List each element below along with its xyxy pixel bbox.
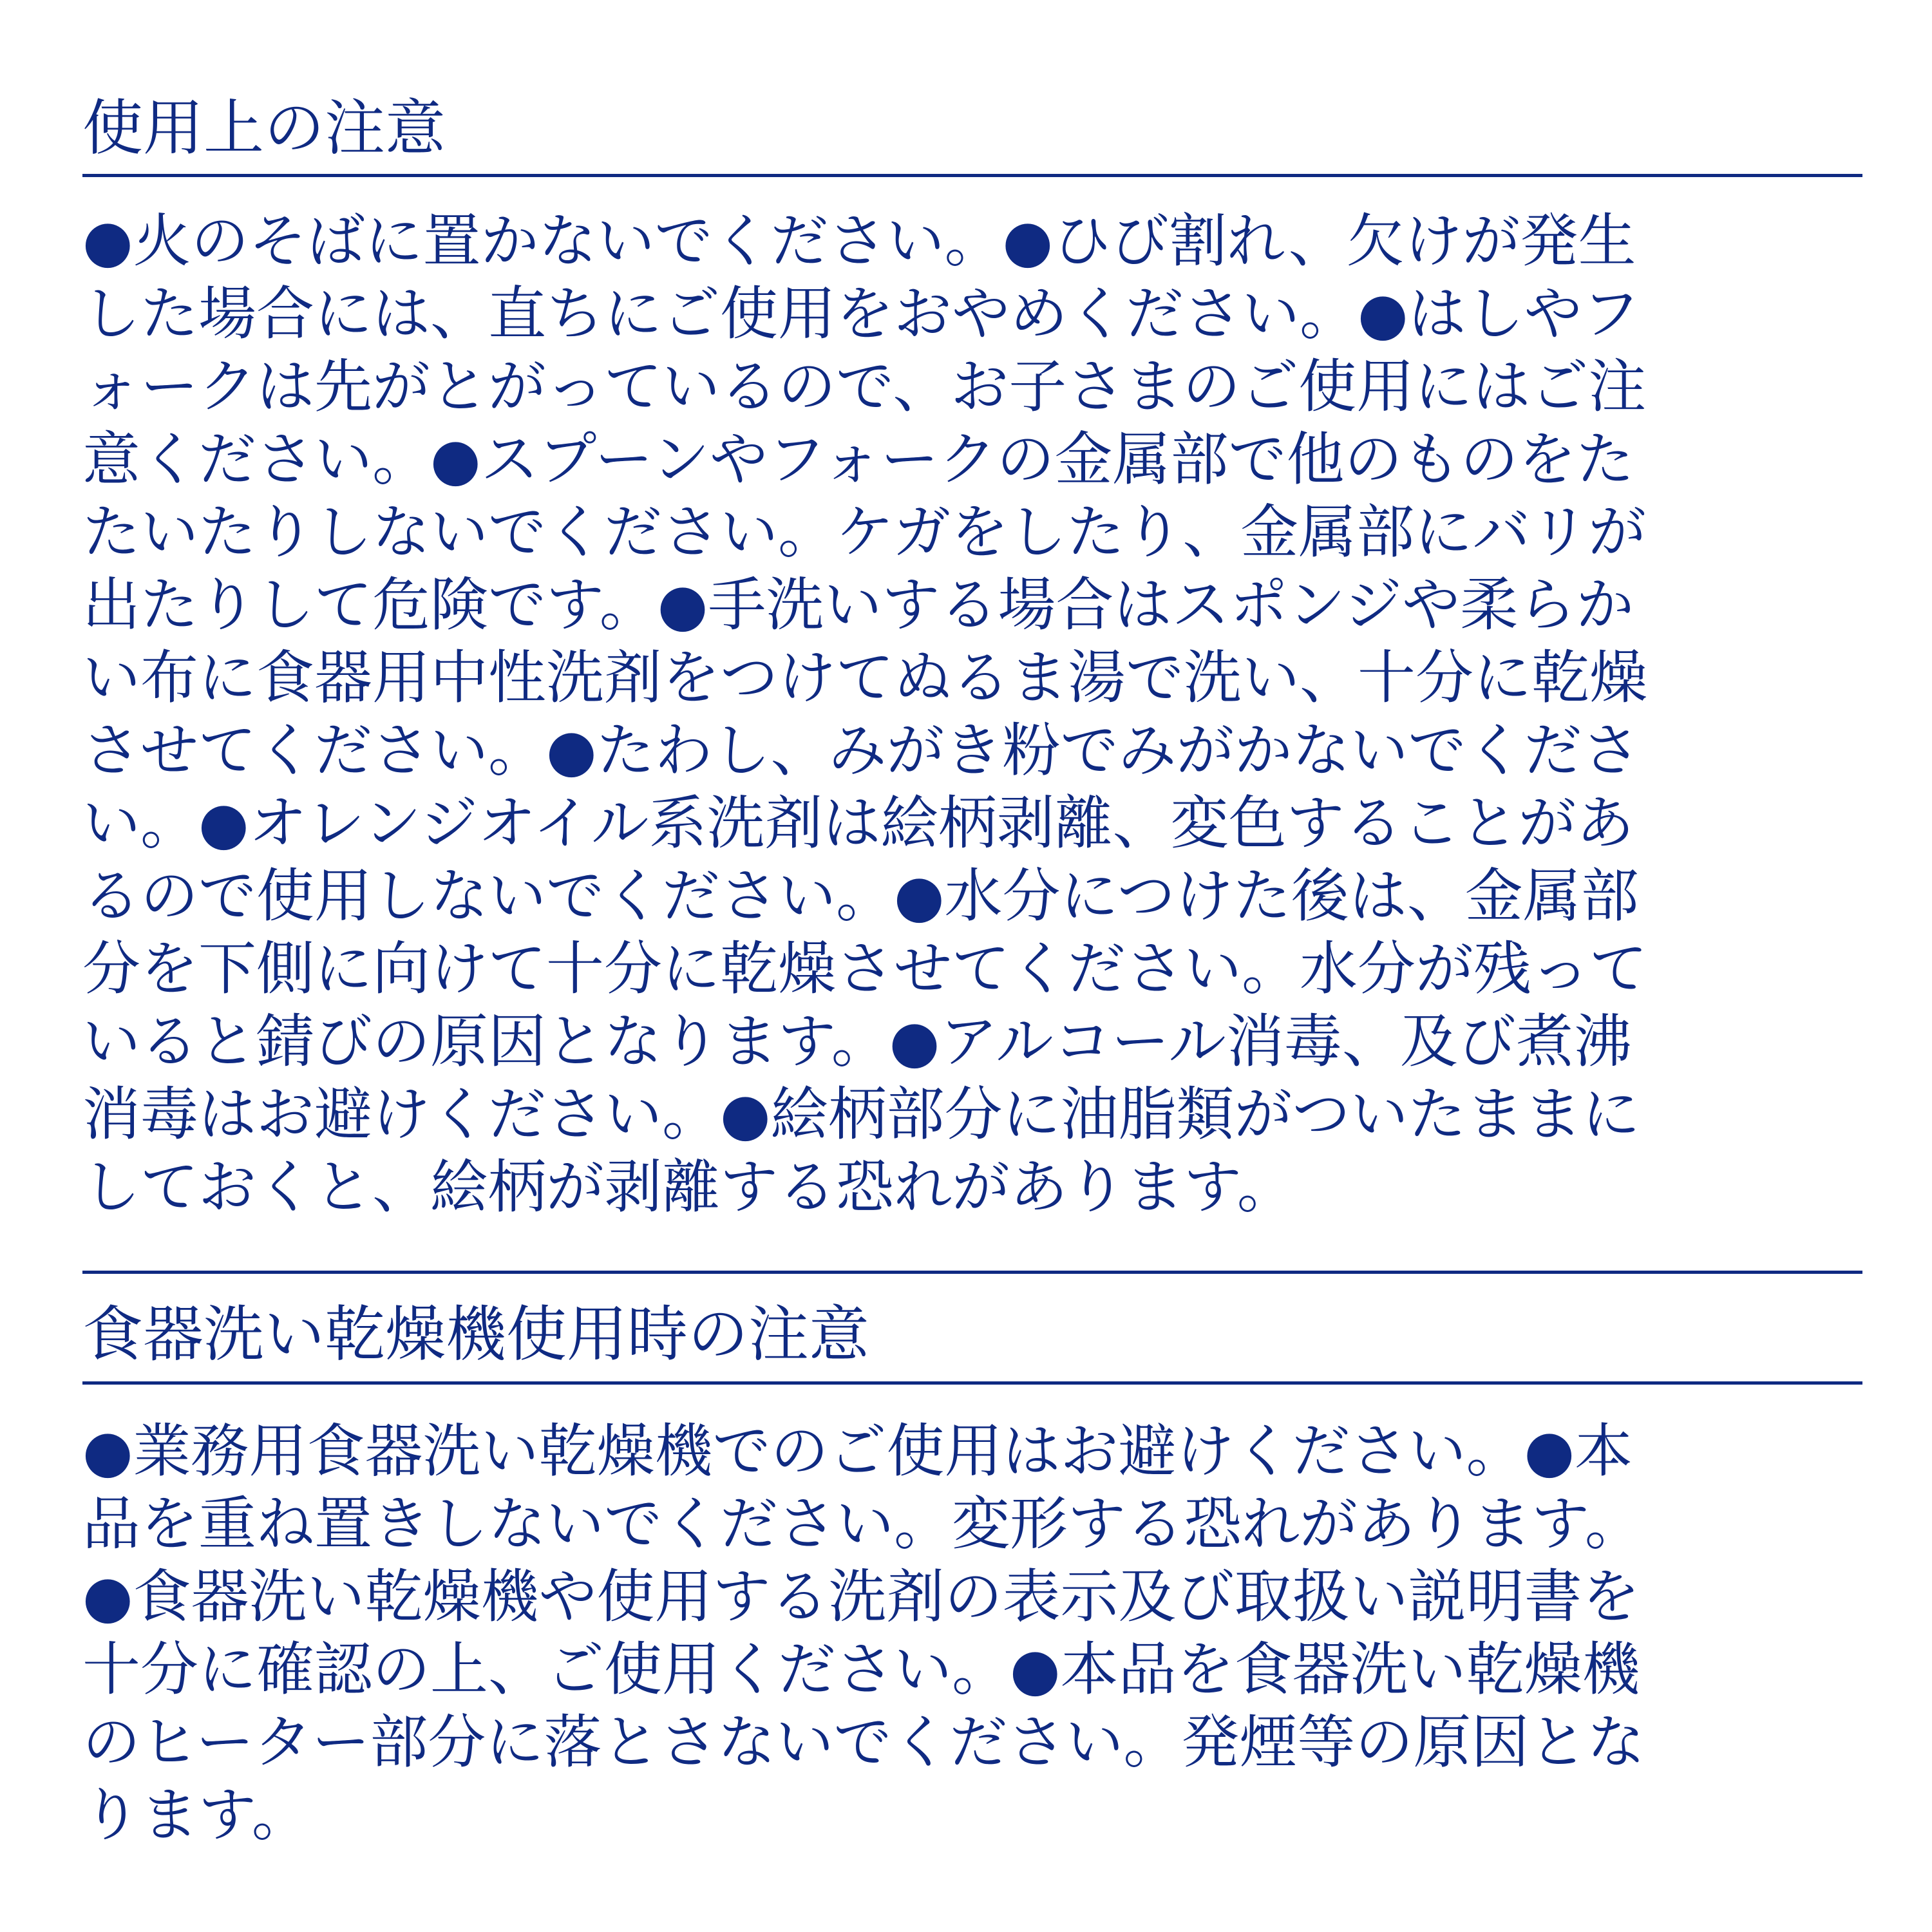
- dishwasher-precautions-text: [82, 1415, 1862, 1852]
- section-title-usage-precautions: 使用上の注意: [82, 93, 446, 164]
- text-line: 分を下側に向けて十分に乾燥させてください。水分が残って: [82, 935, 1647, 1003]
- text-line: 品を重ね置きしないでください。変形する恐れがあります。: [82, 1490, 1643, 1558]
- section-title-dishwasher-precautions: 食器洗い乾燥機使用時の注意: [82, 1300, 870, 1370]
- text-line: ォークは先がとがっているので、お子さまのご使用にはご注: [82, 353, 1647, 421]
- text-line: した場合には、直ちにご使用をおやめください。●はしやフ: [82, 280, 1640, 348]
- text-line: のヒーター部分に落とさないでください。発煙等の原因とな: [82, 1709, 1645, 1776]
- usage-precautions-text: [82, 205, 1862, 1224]
- text-line: たいたりしないでください。ケガをしたり、金属部にバリが: [82, 498, 1647, 566]
- text-line: 出たりして危険です。●手洗いする場合はスポンジや柔らか: [82, 571, 1634, 639]
- text-line: 消毒はお避けください。●絵柄部分に油脂類がついたままに: [82, 1081, 1640, 1148]
- text-line: い布に食器用中性洗剤をつけてぬるま湯で洗い、十分に乾燥: [82, 644, 1647, 712]
- text-line: ります。: [82, 1781, 310, 1849]
- text-line: 意ください。●スプーンやフォークの金属部で他のものをた: [82, 426, 1634, 493]
- section-divider-bottom-1: [82, 1271, 1862, 1274]
- text-line: ●火のそばに置かないでください。●ひび割れ、欠けが発生: [82, 207, 1636, 275]
- text-line: い。●オレンジオイル系洗剤は絵柄剥離、変色することがあ: [82, 790, 1634, 857]
- section-divider-top-2: [82, 1381, 1862, 1385]
- text-line: させてください。●たわし、みがき粉でみがかないでくださ: [82, 717, 1640, 784]
- section-divider-top-1: [82, 174, 1862, 177]
- text-line: いると錆びの原因となります。●アルコール消毒、及び煮沸: [82, 1008, 1632, 1075]
- text-line: 十分に確認の上、ご使用ください。●本品を食器洗い乾燥機: [82, 1636, 1640, 1703]
- text-line: るので使用しないでください。●水分につけた後は、金属部: [82, 862, 1639, 930]
- text-line: ●食器洗い乾燥機や使用する洗剤の表示及び取扱い説明書を: [82, 1563, 1640, 1631]
- text-line: しておくと、絵柄が剥離する恐れがあります。: [82, 1153, 1295, 1221]
- text-line: ●業務用食器洗い乾燥機でのご使用はお避けください。●本: [82, 1417, 1633, 1485]
